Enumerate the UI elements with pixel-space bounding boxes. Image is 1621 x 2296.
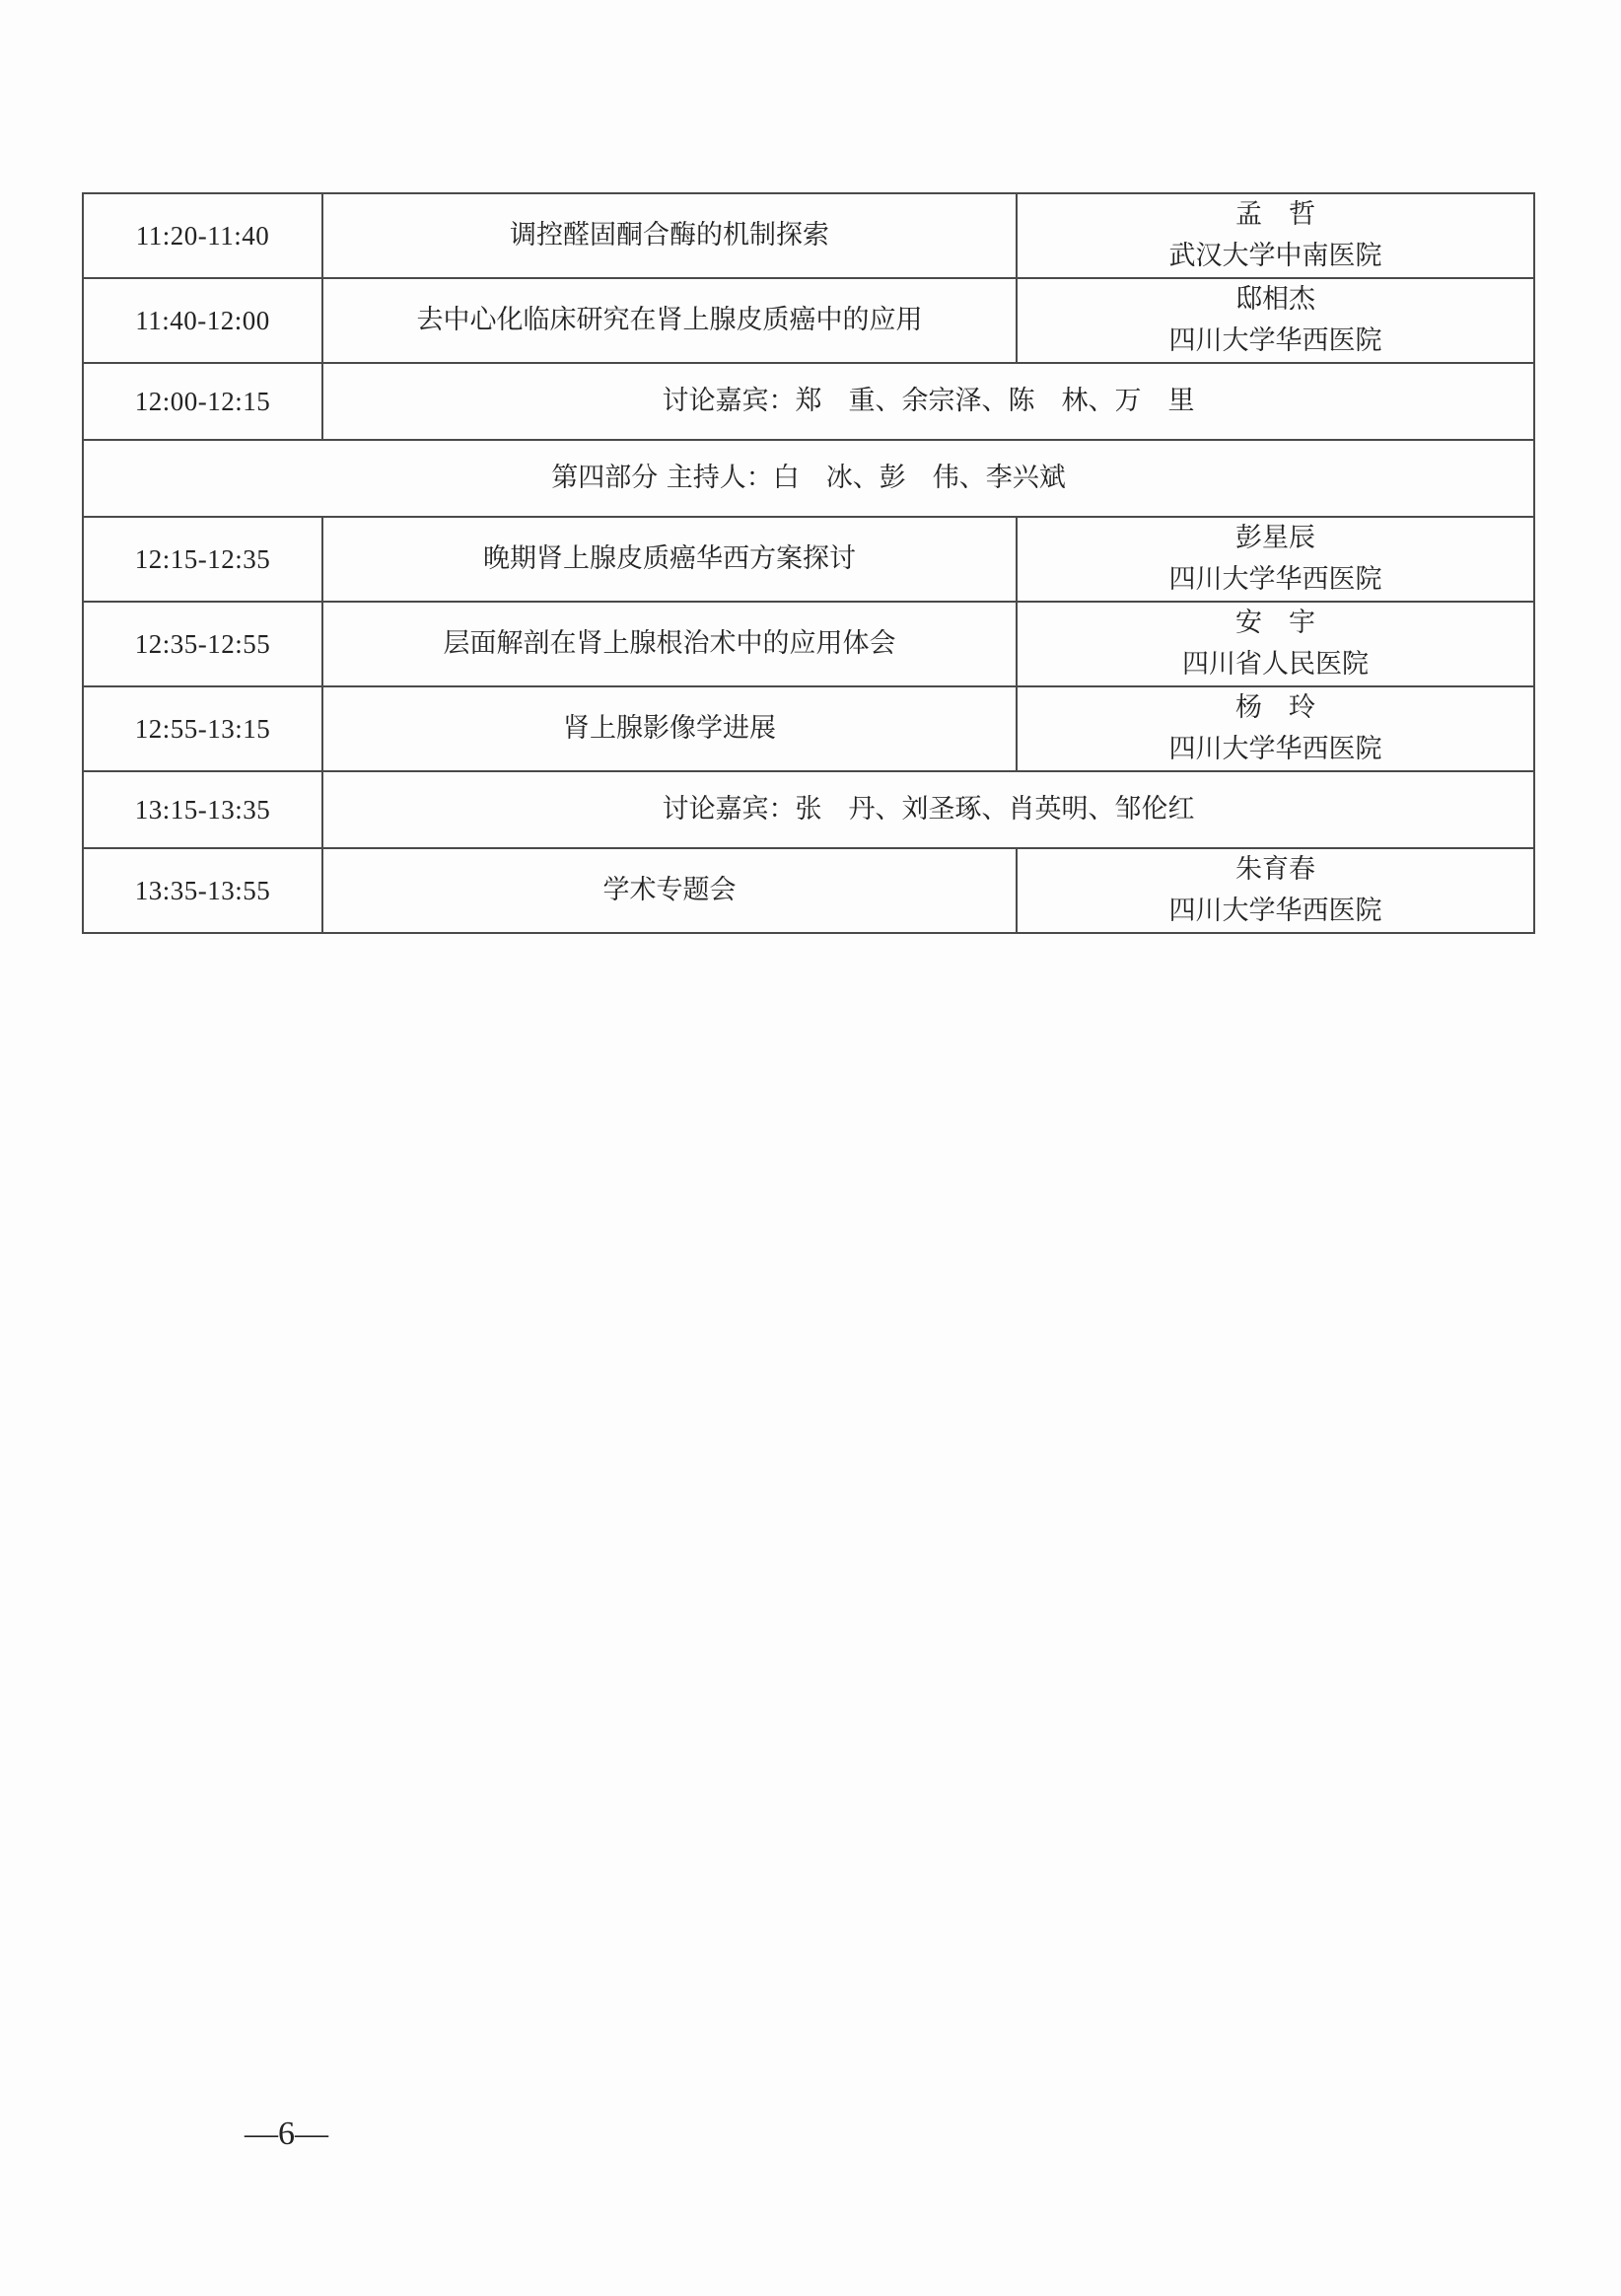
schedule-row bbox=[83, 278, 1534, 363]
speaker-name: 杨 玲 bbox=[1235, 692, 1315, 723]
schedule-row bbox=[83, 602, 1534, 686]
speaker-org: 四川大学华西医院 bbox=[1168, 325, 1382, 356]
speaker-cell bbox=[1017, 848, 1534, 933]
speaker-name: 彭星辰 bbox=[1235, 523, 1315, 553]
section-header-row bbox=[83, 440, 1534, 517]
topic-cell: 调控醛固酮合酶的机制探索 bbox=[322, 193, 1017, 278]
speaker-name: 邸相杰 bbox=[1235, 284, 1315, 315]
schedule-row bbox=[83, 848, 1534, 933]
speaker-cell bbox=[1017, 686, 1534, 771]
speaker-org: 武汉大学中南医院 bbox=[1168, 241, 1382, 271]
schedule-row bbox=[83, 193, 1534, 278]
topic-cell: 肾上腺影像学进展 bbox=[322, 686, 1017, 771]
speaker-cell bbox=[1017, 517, 1534, 602]
schedule-row bbox=[83, 517, 1534, 602]
topic-cell: 层面解剖在肾上腺根治术中的应用体会 bbox=[322, 602, 1017, 686]
speaker-cell bbox=[1017, 602, 1534, 686]
section-title: 第四部分 主持人：白 冰、彭 伟、李兴斌 bbox=[83, 440, 1534, 517]
time-cell: 12:15-12:35 bbox=[83, 517, 322, 602]
speaker-name: 安 宇 bbox=[1235, 608, 1315, 638]
time-cell: 12:00-12:15 bbox=[83, 363, 322, 440]
time-cell: 12:55-13:15 bbox=[83, 686, 322, 771]
time-cell: 12:35-12:55 bbox=[83, 602, 322, 686]
speaker-org: 四川大学华西医院 bbox=[1168, 564, 1382, 595]
topic-cell: 学术专题会 bbox=[322, 848, 1017, 933]
time-cell: 11:20-11:40 bbox=[83, 193, 322, 278]
discussion-row bbox=[83, 363, 1534, 440]
time-cell: 13:15-13:35 bbox=[83, 771, 322, 848]
page-number: —6— bbox=[245, 2116, 328, 2152]
discussion-row bbox=[83, 771, 1534, 848]
schedule-row bbox=[83, 686, 1534, 771]
time-cell: 13:35-13:55 bbox=[83, 848, 322, 933]
schedule-table bbox=[82, 192, 1535, 934]
speaker-name: 朱育春 bbox=[1235, 854, 1315, 885]
speaker-org: 四川大学华西医院 bbox=[1168, 734, 1382, 764]
discussion-guests: 讨论嘉宾：张 丹、刘圣琢、肖英明、邹伦红 bbox=[322, 771, 1534, 848]
speaker-cell bbox=[1017, 193, 1534, 278]
speaker-cell bbox=[1017, 278, 1534, 363]
topic-cell: 晚期肾上腺皮质癌华西方案探讨 bbox=[322, 517, 1017, 602]
discussion-guests: 讨论嘉宾：郑 重、余宗泽、陈 林、万 里 bbox=[322, 363, 1534, 440]
topic-cell: 去中心化临床研究在肾上腺皮质癌中的应用 bbox=[322, 278, 1017, 363]
speaker-org: 四川省人民医院 bbox=[1182, 649, 1369, 680]
speaker-org: 四川大学华西医院 bbox=[1168, 896, 1382, 926]
time-cell: 11:40-12:00 bbox=[83, 278, 322, 363]
speaker-name: 孟 哲 bbox=[1235, 199, 1315, 230]
